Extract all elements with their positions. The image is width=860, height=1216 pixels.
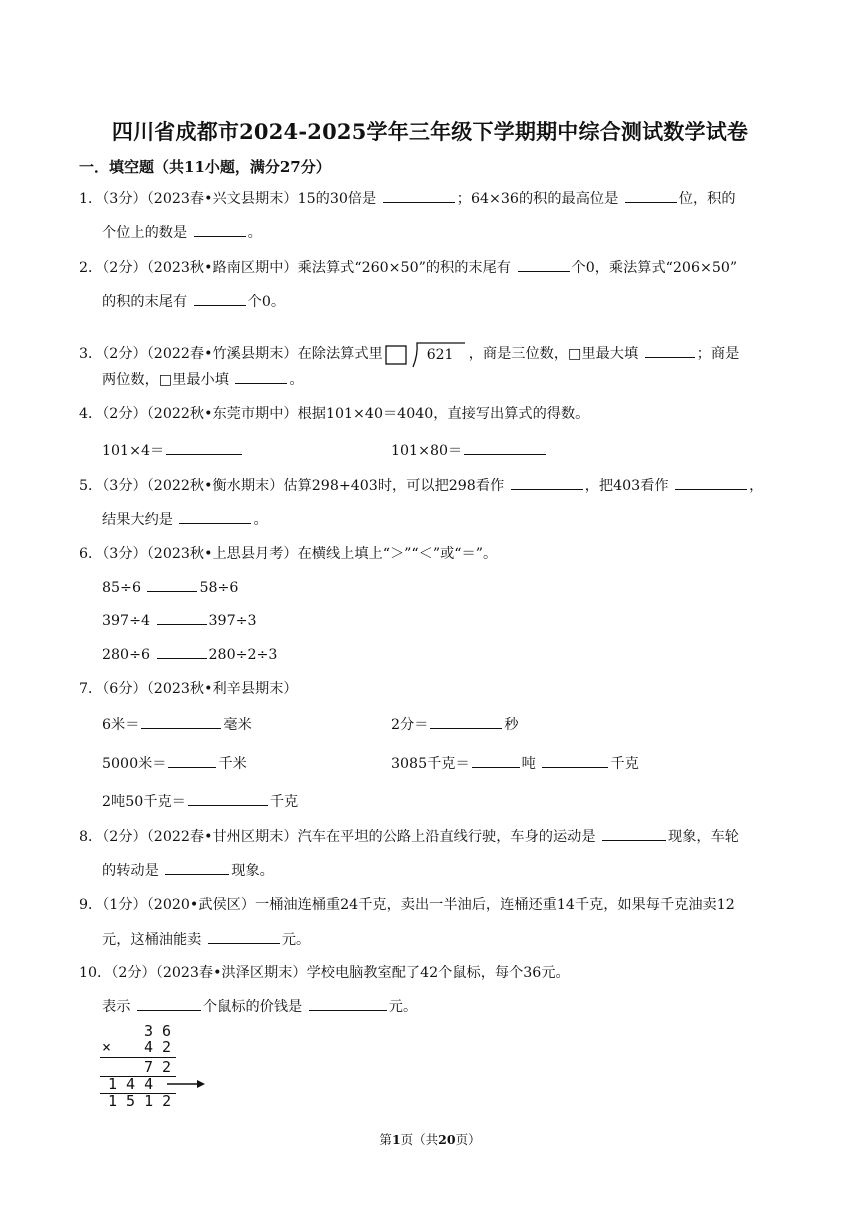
q10-text: 表示 xyxy=(102,999,131,1015)
question-1-line-2 xyxy=(102,222,262,243)
question-7-row-1a xyxy=(102,714,252,735)
q4-expression: 101×80＝ xyxy=(391,443,463,459)
answer-blank[interactable] xyxy=(137,996,201,1011)
q1-text: ；64×36的积的最高位是 xyxy=(456,191,619,207)
answer-blank[interactable] xyxy=(602,826,666,841)
answer-blank[interactable] xyxy=(165,860,229,875)
question-5-line-2 xyxy=(102,509,268,530)
q5-text: ， xyxy=(749,478,764,494)
q1-text: 位，积的 xyxy=(678,191,736,207)
q3-text: ；商是 xyxy=(696,346,740,362)
answer-blank[interactable] xyxy=(542,753,608,768)
question-6-line-1 xyxy=(79,544,497,564)
answer-blank[interactable] xyxy=(430,714,502,729)
q5-text: 5．（3分）（2022秋•衡水期末）估算298+403时，可以把298看作 xyxy=(79,478,505,494)
calc-operator: × xyxy=(102,1038,112,1056)
question-7-row-3 xyxy=(102,791,298,812)
footer-text: 页） xyxy=(455,1132,481,1147)
q7-expression: 5000米＝ xyxy=(102,756,167,772)
q7-text: 7．（6分）（2023秋•利辛县期末） xyxy=(79,681,298,697)
question-8-line-1 xyxy=(79,826,739,847)
section-heading: 一．填空题（共11小题，满分27分） xyxy=(79,158,331,176)
q1-text: 1．（3分）（2023春•兴文县期末）15的30倍是 xyxy=(79,191,377,207)
footer-text: 第 xyxy=(379,1132,392,1147)
q2-text: 个0。 xyxy=(247,294,286,310)
answer-blank[interactable] xyxy=(157,610,207,625)
q3-text: 。 xyxy=(289,372,304,388)
q2-text: 2．（2分）（2023秋•路南区期中）乘法算式“260×50”的积的末尾有 xyxy=(79,260,511,276)
footer-text: 页（共 xyxy=(400,1132,439,1147)
question-6-row-2 xyxy=(102,610,257,631)
q6-expression: 85÷6 xyxy=(102,580,141,596)
answer-blank[interactable] xyxy=(208,929,280,944)
q7-expression: 3085千克＝ xyxy=(391,756,470,772)
q7-unit: 毫米 xyxy=(223,717,252,733)
q9-text: 元。 xyxy=(281,932,311,948)
question-6-row-3 xyxy=(102,644,277,665)
question-2-line-1 xyxy=(79,257,737,278)
q4-text: 4．（2分）（2022秋•东莞市期中）根据101×40＝4040，直接写出算式的得数。 xyxy=(79,406,590,422)
vertical-multiplication xyxy=(96,1020,206,1110)
q2-text: 的积的末尾有 xyxy=(102,294,188,310)
question-3-line-2 xyxy=(102,369,304,390)
page-title: 四川省成都市2024-2025学年三年级下学期期中综合测试数学试卷 xyxy=(111,119,749,144)
q8-text: 的转动是 xyxy=(102,863,159,879)
question-7-row-1b xyxy=(391,714,519,735)
page-footer xyxy=(0,1130,860,1148)
question-8-line-2 xyxy=(102,860,274,881)
answer-blank[interactable] xyxy=(518,257,570,272)
q6-text: 6．（3分）（2023秋•上思县月考）在横线上填上“＞”“＜”或“＝”。 xyxy=(79,546,498,562)
question-7-line-1 xyxy=(79,679,298,699)
q6-expression: 280÷2÷3 xyxy=(208,647,278,663)
dividend-number: 621 xyxy=(426,347,454,363)
q6-expression: 397÷4 xyxy=(102,613,150,629)
q5-text: 结果大约是 xyxy=(102,512,173,528)
q8-text: 现象。 xyxy=(231,863,274,879)
question-4-line-1 xyxy=(79,404,589,424)
q9-text: 元，这桶油能卖 xyxy=(102,932,202,948)
question-2-line-2 xyxy=(102,291,285,312)
division-figure xyxy=(385,337,467,371)
q10-text: 个鼠标的价钱是 xyxy=(202,999,303,1015)
q1-text: 。 xyxy=(247,225,262,241)
answer-blank[interactable] xyxy=(188,791,268,806)
page-number: 1 xyxy=(391,1132,401,1147)
q3-text: 两位数，□里最小填 xyxy=(102,372,229,388)
question-7-row-2a xyxy=(102,753,247,774)
question-7-row-2b xyxy=(391,753,639,774)
q7-unit: 秒 xyxy=(504,717,519,733)
calc-multiplier: 4 2 xyxy=(144,1038,172,1056)
q7-unit: 千克 xyxy=(610,756,639,772)
q6-expression: 397÷3 xyxy=(208,613,257,629)
q8-text: 现象，车轮 xyxy=(668,829,739,845)
answer-blank[interactable] xyxy=(166,440,242,455)
answer-blank[interactable] xyxy=(194,291,246,306)
q5-text: ，把403看作 xyxy=(584,478,669,494)
page-total: 20 xyxy=(438,1132,456,1147)
calc-multiplicand: 3 6 xyxy=(144,1022,172,1040)
question-4-expr-1 xyxy=(102,440,244,461)
question-10-line-1 xyxy=(79,963,570,983)
q10-text: 元。 xyxy=(388,999,418,1015)
q7-unit: 吨 xyxy=(521,756,536,772)
answer-blank[interactable] xyxy=(511,475,583,490)
question-1-line-1 xyxy=(79,188,736,209)
answer-blank[interactable] xyxy=(625,188,677,203)
q4-expression: 101×4＝ xyxy=(102,443,165,459)
q7-unit: 千米 xyxy=(218,756,247,772)
answer-blank[interactable] xyxy=(235,369,287,384)
answer-blank[interactable] xyxy=(179,509,251,524)
answer-blank[interactable] xyxy=(168,753,216,768)
answer-blank[interactable] xyxy=(383,188,455,203)
question-4-expr-2 xyxy=(391,440,548,461)
question-3-line-1 xyxy=(79,337,739,371)
calc-partial-1: 7 2 xyxy=(144,1058,172,1076)
answer-blank[interactable] xyxy=(194,222,246,237)
q5-text: 。 xyxy=(253,512,268,528)
q7-expression: 2吨50千克＝ xyxy=(102,794,186,810)
q9-text: 9．（1分）（2020•武侯区）一桶油连桶重24千克，卖出一半油后，连桶还重14千克，如果每千克油卖12 xyxy=(79,897,735,913)
question-9-line-2 xyxy=(102,929,310,950)
q7-unit: 千克 xyxy=(269,794,299,810)
answer-blank[interactable] xyxy=(675,475,747,490)
q8-text: 8．（2分）（2022春•甘州区期末）汽车在平坦的公路上沿直线行驶，车身的运动是 xyxy=(79,829,596,845)
question-9-line-1 xyxy=(79,895,735,915)
q3-text: 3．（2分）（2022春•竹溪县期末）在除法算式里 xyxy=(79,346,383,362)
answer-blank[interactable] xyxy=(645,343,695,358)
arrow-right-icon xyxy=(166,1078,206,1090)
answer-blank[interactable] xyxy=(157,644,207,659)
q1-text: 个位上的数是 xyxy=(102,225,188,241)
q7-expression: 6米＝ xyxy=(102,717,140,733)
answer-blank[interactable] xyxy=(309,996,387,1011)
question-10-line-2 xyxy=(102,996,417,1017)
answer-blank[interactable] xyxy=(464,440,546,455)
question-5-line-1 xyxy=(79,475,763,496)
question-6-row-1 xyxy=(102,577,238,598)
q3-text: ，商是三位数，□里最大填 xyxy=(468,346,639,362)
answer-blank[interactable] xyxy=(147,577,197,592)
q7-expression: 2分＝ xyxy=(391,717,429,733)
q6-expression: 280÷6 xyxy=(102,647,150,663)
division-bracket-icon xyxy=(385,337,467,371)
calc-partial-2: 1 4 4 xyxy=(108,1075,154,1093)
answer-blank[interactable] xyxy=(141,714,221,729)
calc-product: 1 5 1 2 xyxy=(108,1092,172,1110)
q10-text: 10．（2分）（2023春•洪泽区期末）学校电脑教室配了42个鼠标，每个36元。 xyxy=(79,965,570,981)
q2-text: 个0，乘法算式“206×50” xyxy=(571,260,738,276)
answer-blank[interactable] xyxy=(472,753,520,768)
q6-expression: 58÷6 xyxy=(199,580,239,596)
